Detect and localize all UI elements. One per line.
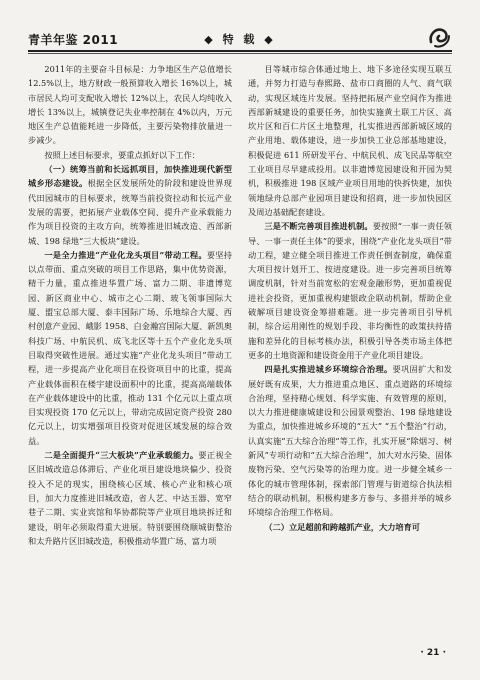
paragraph [248, 62, 452, 219]
paragraph [248, 362, 452, 519]
body-text: 目等城市综合体通过地上、地下多途径实现互联互通，并努力打造与春熙路、盐市口商圈的人气、商气联动，实现区域连片发展。坚持把拓展产业空间作为推进西部新城建设的重要任务，加快实施黄土联工片区、高坎片区和百仁片区土地整理，扎实推进西部新城区域的产业用地、载体建设，进一步加快工业总部基地建设，积极促进 611 所研发平台、中航民机、成飞民品等航空工业项目尽早建成投用。以非遗博览园建设和开园为契机，积极推进 198 区域产业项目用地的快拆快建，加快领地绿舟总部产业园项目建设和招商，进一步加快园区及周边基础配套建设。 [248, 64, 452, 217]
header-rule-thin [28, 53, 452, 54]
body-text: 根据全区发展所处的阶段和建设世界现代田园城市的目标要求，统筹当前投资拉动和长远产业发展的需要，把拓展产业载体空间、提升产业承载能力作为项目投资的主攻方向，统筹推进旧城改造、西部新城、198 绿地“三大板块”建设。 [28, 178, 232, 246]
body-text: 要正视全区旧城改造总体滞后、产业化项目建设地块偏少、投资投入不足的现实，围绕核心区域、核心产业和核心项目，加大力度推进旧城改造，省人艺、中达玉器、宽窄巷子二期、实业宾馆和华协都院等产业项目地块拆迁和建设，明年必须取得重大进展。特别要围绕顺城街整治和太升路片区旧城改造，积极推动华置广场、富力项 [28, 450, 232, 546]
page-number: · 21 · [420, 648, 446, 658]
section-title: ◆ 特 载 ◆ [204, 33, 276, 46]
paragraph [28, 62, 232, 148]
bold-heading-text: 一是全力推进“产业化龙头项目”带动工程。 [44, 249, 207, 260]
bold-heading-text: 四是扎实推进城乡环境综合治理。 [264, 364, 393, 375]
page-header [28, 26, 452, 50]
body-text: 2011年的主要奋斗目标是：力争地区生产总值增长 12.5%以上，地方财政一般预算收入增长 16%以上，城市居民人均可支配收入增长 12%以上，农民人均纯收入增长 13%以上，城镇登记失业率控制在 4%以内，万元地区生产总值能耗进一步降低，主要污染物排放量进一步减少。 [28, 64, 232, 146]
bold-heading-text: 三是不断完善项目推进机制。 [264, 221, 373, 232]
body-text: 按照上述目标要求，要重点抓好以下工作： [44, 149, 200, 160]
bold-heading-text: 二是全面提升“三大板块”产业承载能力。 [44, 450, 199, 461]
paragraph [28, 162, 232, 248]
bold-heading-text: （二）立足超前和跨越抓产业，大力培育可 [264, 521, 420, 532]
body-text: 要坚持以点带面、重点突破的项目工作思路，集中优势资源，精干力量，重点推进华置广场、富力二期、非遗博览园、新区商业中心、城市之心二期、玻飞领事国际大厦、盟宝总部大厦、泰丰国际广场、乐地综合大厦、西村创意产业园、峨影 1958、白金瀚宫国际大厦、新凯奥科技广场、中航民机、成飞北区等十五个产业化龙头项目取得突破性进展。通过实施“产业化龙头项目”带动工程，进一步提高产业化项目在投资项目中的比重，提高产业载体面积在楼宇建设面积中的比重，提高高端载体在产业载体建设中的比重，推动 131 个亿元以上重点项目实现投资 170 亿元以上，带动完成固定资产投资 280 亿元以上，切实增强项目投资对促进区域发展的综合效益。 [28, 249, 232, 446]
paragraph [28, 248, 232, 448]
right-text-column [248, 62, 452, 534]
paragraph [248, 219, 452, 362]
paragraph [28, 148, 232, 162]
body-text: 要巩固扩大和发展好既有成果，大力推进重点地区、重点道路的环境综合治理，坚持精心规划、科学实施、有效管理的原则，以大力推进健康城建设和公园景观整治、198 绿地建设为重点，加快推进城乡环境的“五大” “五个整治”行动，认真实施“五大综合治理”等工作，扎实开展“除烟习、树新风”专项行动和“五大综合治理”，加大对水污染、固体废物污染、空气污染等的治理力度。进一步健全城乡一体化的城市管理体制，探索部门管理与街道综合执法相结合的联动机制，积极构建多方参与、多措并举的城乡环境综合治理工作格局。 [248, 364, 452, 518]
yearbook-title: 青羊年鉴 2011 [28, 33, 119, 47]
swirl-logo-icon [426, 24, 452, 50]
left-text-column [28, 62, 232, 548]
header-rule [28, 50, 452, 52]
paragraph [248, 520, 452, 534]
body-text: 要按照“一事一责任领导、一事一责任主体”的要求，围绕“产业化龙头项目”带动工程，建立健全项目推进工作责任倒查制度，确保重大项目按计划开工、按进度建设。进一步完善项目统筹调度机制，针对当前宽松的宏观金融形势，更加重视促进社会投资，更加重视构建银政企联动机制，帮助企业破解项目建设资金筹措难题。进一步完善项目引导机制，综合运用刚性的规划手段、非均衡性的政策扶持措施和差异化的目标考核办法，积极引导各类市场主体把更多的土地资源和建设资金用于产业化项目建设。 [248, 221, 452, 360]
paragraph [28, 448, 232, 548]
bold-heading-text: （一）统筹当前和长远抓项目，加快推进现代新型城乡形态建设。 [28, 164, 232, 189]
